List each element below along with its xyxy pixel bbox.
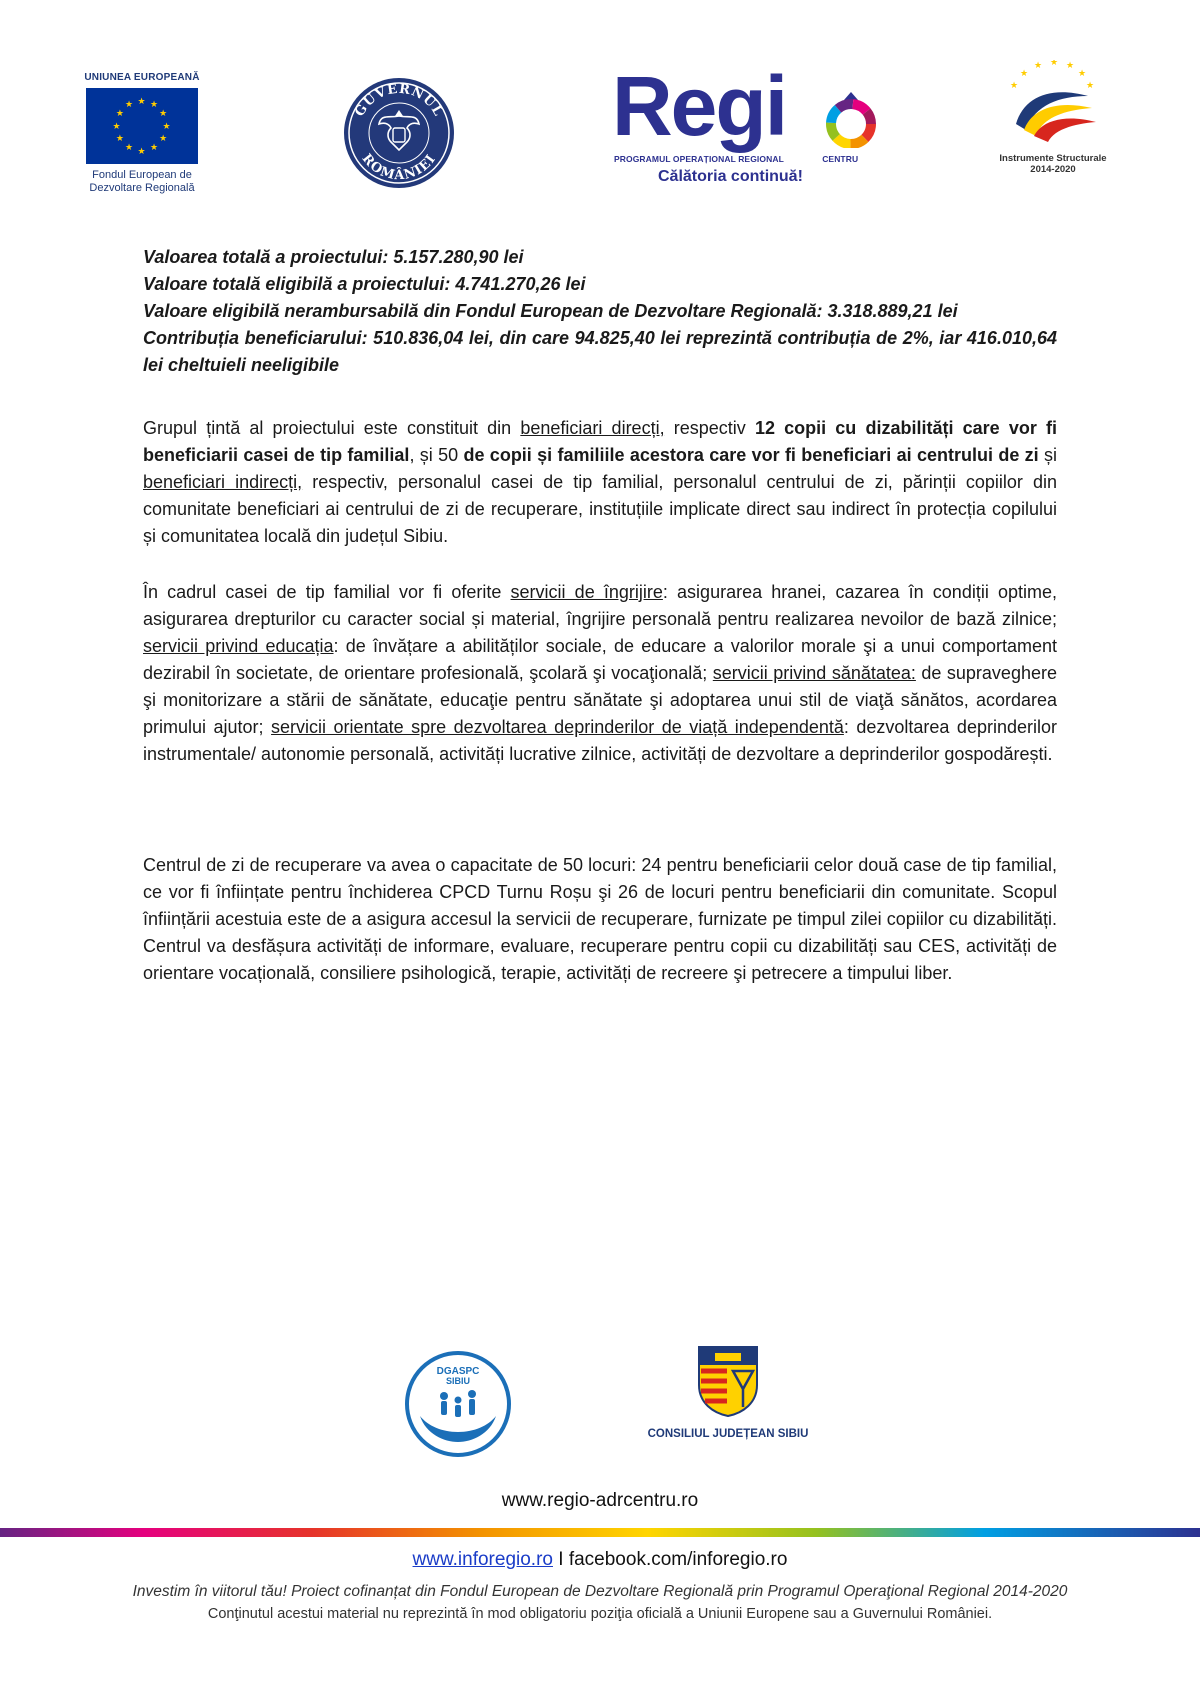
inforegio-link[interactable]: www.inforegio.ro	[412, 1549, 553, 1570]
facebook-link[interactable]: facebook.com/inforegio.ro	[568, 1549, 788, 1570]
day-center-paragraph: Centrul de zi de recuperare va avea o capacitate de 50 locuri: 24 pentru beneficiarii celor două case de tip familial, ce vor fi înființate pentru închiderea CPCD Turnu Roșu şi 26 de locuri pentru beneficiarii din comunitate. Scopul înființării acestuia este de a asigura accesul la servicii de recuperare, furnizate pe timpul zilei copiilor cu dizabilități. Centrul va desfășura activități de informare, evaluare, recuperare pentru copii cu dizabilități sau CES, activități de orientare vocațională, consiliere psihologică, terapie, activități de recreere şi petrecere a timpului liber.	[143, 855, 1057, 983]
p1-text-3: , și 50	[409, 445, 464, 465]
p2-text-3: : de învățare a abilităților sociale, de educare a valorilor morale şi a unui comportament dezirabil în societate, de orientare profesională, şcolară şi vocaţională;	[143, 636, 1057, 683]
instrumente-structurale-logo	[988, 60, 1118, 180]
p1-indirect-beneficiaries: beneficiari indirecți,	[143, 472, 303, 492]
eu-star-icon: ★	[150, 98, 159, 109]
financial-summary	[143, 244, 1057, 379]
p1-text-2: respectiv	[664, 418, 755, 438]
p1-text-1: Grupul țintă al proiectului este constituit din	[143, 418, 521, 438]
svg-text:★: ★	[1066, 61, 1075, 71]
eu-star-icon: ★	[137, 145, 146, 156]
regio-program-text: PROGRAMUL OPERAȚIONAL REGIONAL	[614, 154, 784, 164]
total-value-line: Valoarea totală a proiectului: 5.157.280,90 lei	[143, 247, 524, 267]
target-group-paragraph	[143, 415, 1057, 550]
regio-centru-text: CENTRU	[822, 154, 859, 164]
p2-text-1: În cadrul casei de tip familial vor fi oferite	[143, 582, 511, 602]
dgaspc-sibiu-logo-icon	[404, 1350, 512, 1458]
svg-text:★: ★	[1020, 69, 1029, 79]
p1-bold-1: 12 copii cu dizabilități care vor fi beneficiarii casei de tip familial	[143, 418, 1058, 465]
footer-links	[0, 1549, 1200, 1571]
p2-education-services: servicii privind educația	[143, 636, 334, 656]
eu-star-icon: ★	[159, 133, 168, 143]
beneficiary-contribution-line: Contribuția beneficiarului: 510.836,04 lei, din care 94.825,40 lei reprezintă contribuția de 2%, iar 416.010,64 lei cheltuieli neeligibile	[143, 328, 1057, 375]
eu-star-icon: ★	[162, 120, 171, 131]
services-paragraph	[143, 579, 1057, 768]
p2-care-services: servicii de îngrijire	[510, 582, 663, 602]
p2-independent-living-services: servicii orientate spre dezvoltarea deprinderilor de viață independentă	[271, 717, 844, 737]
gov-seal-bottom-text: ROMÂNIEI	[358, 151, 440, 184]
svg-text:★: ★	[1010, 81, 1019, 91]
instrumente-structurale-years: 2014-2020	[1030, 164, 1076, 175]
regio-slogan: Călătoria continuă!	[658, 168, 803, 185]
regio-wordmark: Regi	[612, 59, 787, 153]
consiliul-judetean-logo	[628, 1345, 828, 1440]
regio-adrcentru-site: www.regio-adrcentru.ro	[501, 1490, 699, 1511]
eu-subtitle-line-2: Dezvoltare Regională	[89, 182, 195, 194]
eu-star-icon: ★	[137, 95, 146, 106]
eu-star-icon: ★	[125, 98, 134, 109]
regio-program-label	[614, 154, 858, 164]
link-separator: I	[552, 1549, 569, 1570]
instrumente-structurale-emblem-icon	[998, 60, 1108, 148]
eu-star-icon: ★	[150, 142, 159, 153]
p1-direct-beneficiaries: beneficiari direcți,	[520, 418, 665, 438]
eu-star-icon: ★	[115, 108, 124, 118]
regio-logo	[612, 59, 882, 188]
eligible-value-line: Valoare totală eligibilă a proiectului: 4.741.270,26 lei	[143, 274, 586, 294]
p2-text-4: de supraveghere şi monitorizare a stării de sănătate, educaţie pentru sănătate şi adoptarea unui stil de viaţă sănătos, acordarea primului ajutor;	[143, 663, 1057, 737]
p1-text-5: respectiv, personalul casei de tip familial, personalul centrului de zi, părinții copiilor din comunitate beneficiari ai centrului de zi de recuperare, instituțiile implicate direct sau indirect în protecția copilului și comunitatea locală din județul Sibiu.	[143, 472, 1057, 546]
svg-text:★: ★	[1078, 69, 1087, 79]
sibiu-county-coat-of-arms-icon	[697, 1345, 759, 1417]
consiliul-judetean-label: CONSILIUL JUDEȚEAN SIBIU	[647, 1428, 809, 1440]
eu-star-icon: ★	[112, 120, 121, 131]
rainbow-divider	[0, 1528, 1200, 1537]
disclaimer-text: Conţinutul acestui material nu reprezintă în mod obligatoriu poziţia oficială a Uniunii Europene sau a Guvernului României.	[207, 1606, 993, 1622]
p2-text-5: : dezvoltarea deprinderilor instrumentale/ autonomie personală, activități lucrative zilnice, activități de dezvoltare a deprinderilor gospodărești.	[143, 717, 1057, 764]
p1-bold-2: de copii și familiile acestora care vor fi beneficiari ai centrului de zi	[463, 445, 1039, 465]
dgaspc-sibiu-text: SIBIU	[445, 1376, 471, 1386]
svg-text:★: ★	[1050, 60, 1059, 68]
eu-logo	[82, 72, 202, 195]
svg-text:★: ★	[1034, 61, 1043, 71]
svg-text:★: ★	[1086, 81, 1095, 91]
dgaspc-text: DGASPC	[436, 1366, 480, 1377]
gov-seal-top-text: GUVERNUL	[352, 81, 446, 120]
eu-subtitle-line-1: Fondul European de	[92, 169, 192, 181]
eu-star-icon: ★	[159, 108, 168, 118]
eu-logo-subtitle	[82, 169, 202, 195]
eu-star-icon: ★	[115, 133, 124, 143]
regio-rainbow-ring-icon	[822, 90, 880, 148]
p2-text-2: : asigurarea hranei, cazarea în condiții optime, asigurarea drepturilor cu caracter social și material, îngrijire personală pentru realizarea nevoilor de bază zilnice;	[143, 582, 1058, 629]
non-reimbursable-line: Valoare eligibilă nerambursabilă din Fondul European de Dezvoltare Regională: 3.318.889,21 lei	[143, 301, 958, 321]
cofinancing-statement: Investim în viitorul tău! Proiect cofinanțat din Fondul European de Dezvoltare Regională prin Programul Operaţional Regional 2014-2020	[132, 1583, 1068, 1600]
p2-health-services: servicii privind sănătatea:	[712, 663, 916, 683]
p1-text-4: și	[1038, 445, 1058, 465]
eu-flag-icon	[86, 88, 198, 164]
eu-star-icon: ★	[125, 142, 134, 153]
instrumente-structurale-title: Instrumente Structurale	[999, 153, 1107, 164]
guvernul-romaniei-seal-icon	[342, 76, 456, 190]
eu-logo-title: UNIUNEA EUROPEANĂ	[84, 72, 200, 83]
